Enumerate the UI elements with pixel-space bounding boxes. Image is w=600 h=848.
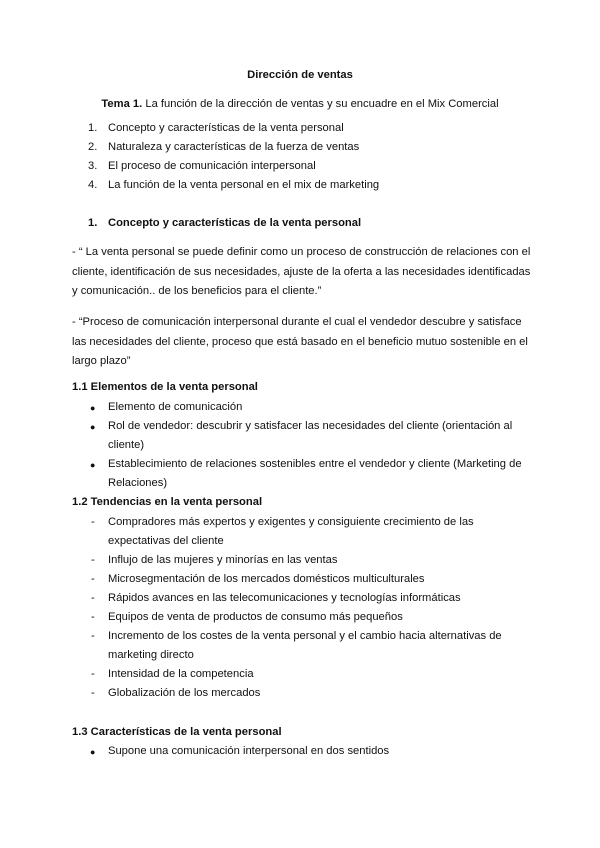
- dash-marker: -: [91, 516, 95, 528]
- tema-label: Tema 1.: [101, 98, 143, 110]
- list-item: Microsegmentación de los mercados domésticos multiculturales: [108, 573, 425, 585]
- toc-number: 3.: [88, 160, 98, 172]
- definition-paragraph-1: - “ La venta personal se puede definir como un proceso de construcción de relaciones con el cliente, identificación de sus necesidades, ajuste de la oferta a las necesidades identificadas y comunicación.. de los beneficios para el cliente.”: [72, 246, 531, 297]
- list-item-continuation: expectativas del cliente: [108, 535, 224, 547]
- subsection-heading-1-1: 1.1 Elementos de la venta personal: [72, 381, 258, 393]
- list-item: Rol de vendedor: descubrir y satisfacer las necesidades del cliente (orientación al: [108, 420, 513, 432]
- bullet-marker: ●: [90, 747, 96, 757]
- bullet-marker: ●: [90, 422, 96, 432]
- dash-marker: -: [91, 630, 95, 642]
- list-item: Equipos de venta de productos de consumo más pequeños: [108, 611, 403, 623]
- section-heading: Concepto y características de la venta personal: [108, 217, 362, 229]
- bullet-marker: ●: [90, 403, 96, 413]
- list-item: Intensidad de la competencia: [108, 668, 254, 680]
- list-item-continuation: cliente): [108, 439, 145, 451]
- list-item-continuation: marketing directo: [108, 649, 194, 661]
- subsection-heading-1-2: 1.2 Tendencias en la venta personal: [72, 496, 263, 508]
- tema-text: La función de la dirección de ventas y su encuadre en el Mix Comercial: [142, 98, 499, 110]
- toc-number: 2.: [88, 141, 98, 153]
- list-item: Influjo de las mujeres y minorías en las ventas: [108, 554, 338, 566]
- tema-line: [0, 98, 600, 111]
- dash-marker: -: [91, 611, 95, 623]
- toc-number: 1.: [88, 122, 98, 134]
- dash-marker: -: [91, 554, 95, 566]
- list-item: Establecimiento de relaciones sostenibles entre el vendedor y cliente (Marketing de: [108, 458, 522, 470]
- bullet-marker: ●: [90, 460, 96, 470]
- dash-marker: -: [91, 687, 95, 699]
- doc-title: Dirección de ventas: [247, 69, 353, 81]
- dash-marker: -: [91, 592, 95, 604]
- dash-marker: -: [91, 573, 95, 585]
- list-item: Compradores más expertos y exigentes y consiguiente crecimiento de las: [108, 516, 474, 528]
- list-item: Incremento de los costes de la venta personal y el cambio hacia alternativas de: [108, 630, 502, 642]
- toc-item: El proceso de comunicación interpersonal: [108, 160, 316, 172]
- list-item: Elemento de comunicación: [108, 401, 243, 413]
- list-item: Globalización de los mercados: [108, 687, 261, 699]
- subsection-heading-1-3: 1.3 Características de la venta personal: [72, 726, 282, 738]
- dash-marker: -: [91, 668, 95, 680]
- toc-item: Concepto y características de la venta personal: [108, 122, 344, 134]
- definition-paragraph-2: - “Proceso de comunicación interpersonal durante el cual el vendedor descubre y satisface las necesidades del cliente, proceso que está basado en el beneficio mutuo sostenible en el largo plazo”: [72, 316, 528, 367]
- toc-item: La función de la venta personal en el mix de marketing: [108, 179, 380, 191]
- toc-item: Naturaleza y características de la fuerza de ventas: [108, 141, 360, 153]
- list-item-continuation: Relaciones): [108, 477, 168, 489]
- list-item: Supone una comunicación interpersonal en dos sentidos: [108, 745, 390, 757]
- toc-number: 4.: [88, 179, 98, 191]
- list-item: Rápidos avances en las telecomunicaciones y tecnologías informáticas: [108, 592, 461, 604]
- section-number: 1.: [88, 217, 98, 229]
